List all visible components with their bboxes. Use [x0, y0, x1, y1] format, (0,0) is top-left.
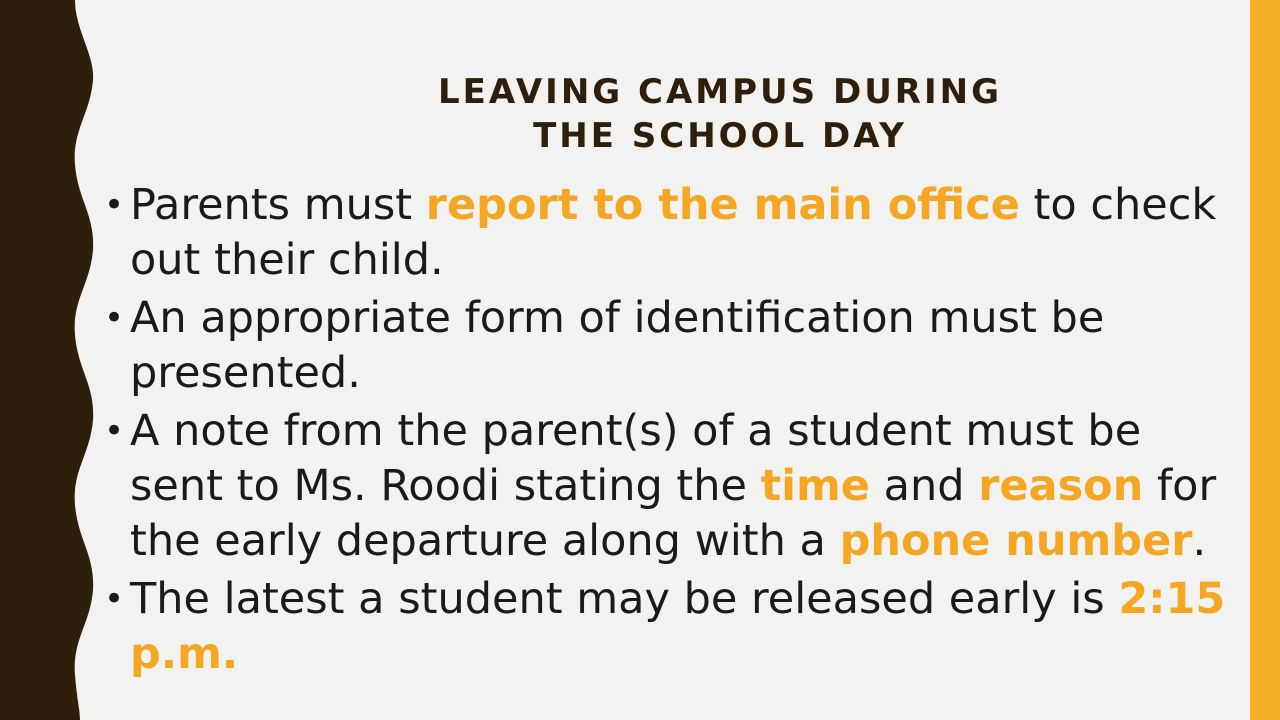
bullet-list	[104, 178, 1234, 685]
bullet-text: The latest a student may be released early is	[130, 574, 1119, 624]
highlighted-text: report to the main office	[425, 180, 1020, 230]
bullet-item	[104, 291, 1234, 401]
highlighted-text: phone number	[839, 516, 1193, 566]
bullet-item	[104, 572, 1234, 682]
bullet-text: Parents must	[130, 180, 426, 230]
bullet-text: and	[869, 461, 979, 511]
left-wave-decoration	[0, 0, 110, 720]
highlighted-text: 2:15 p.m.	[130, 574, 1226, 679]
bullet-text: A note from the parent(s) of a student must be sent to Ms. Roodi stating the	[130, 406, 1142, 511]
bullet-item	[104, 404, 1234, 569]
bullet-text: for the early departure along with a	[130, 461, 1217, 566]
bullet-text: to check out their child.	[130, 180, 1217, 285]
right-accent-bar	[1250, 0, 1280, 720]
highlighted-text: time	[760, 461, 870, 511]
bullet-text: .	[1192, 516, 1207, 566]
bullet-text: An appropriate form of identification must be presented.	[130, 293, 1105, 398]
title-line-1: LEAVING CAMPUS DURING	[437, 72, 1003, 112]
slide-title	[340, 70, 1100, 158]
title-line-2: THE SCHOOL DAY	[533, 116, 907, 156]
highlighted-text: reason	[978, 461, 1144, 511]
bullet-item	[104, 178, 1234, 288]
